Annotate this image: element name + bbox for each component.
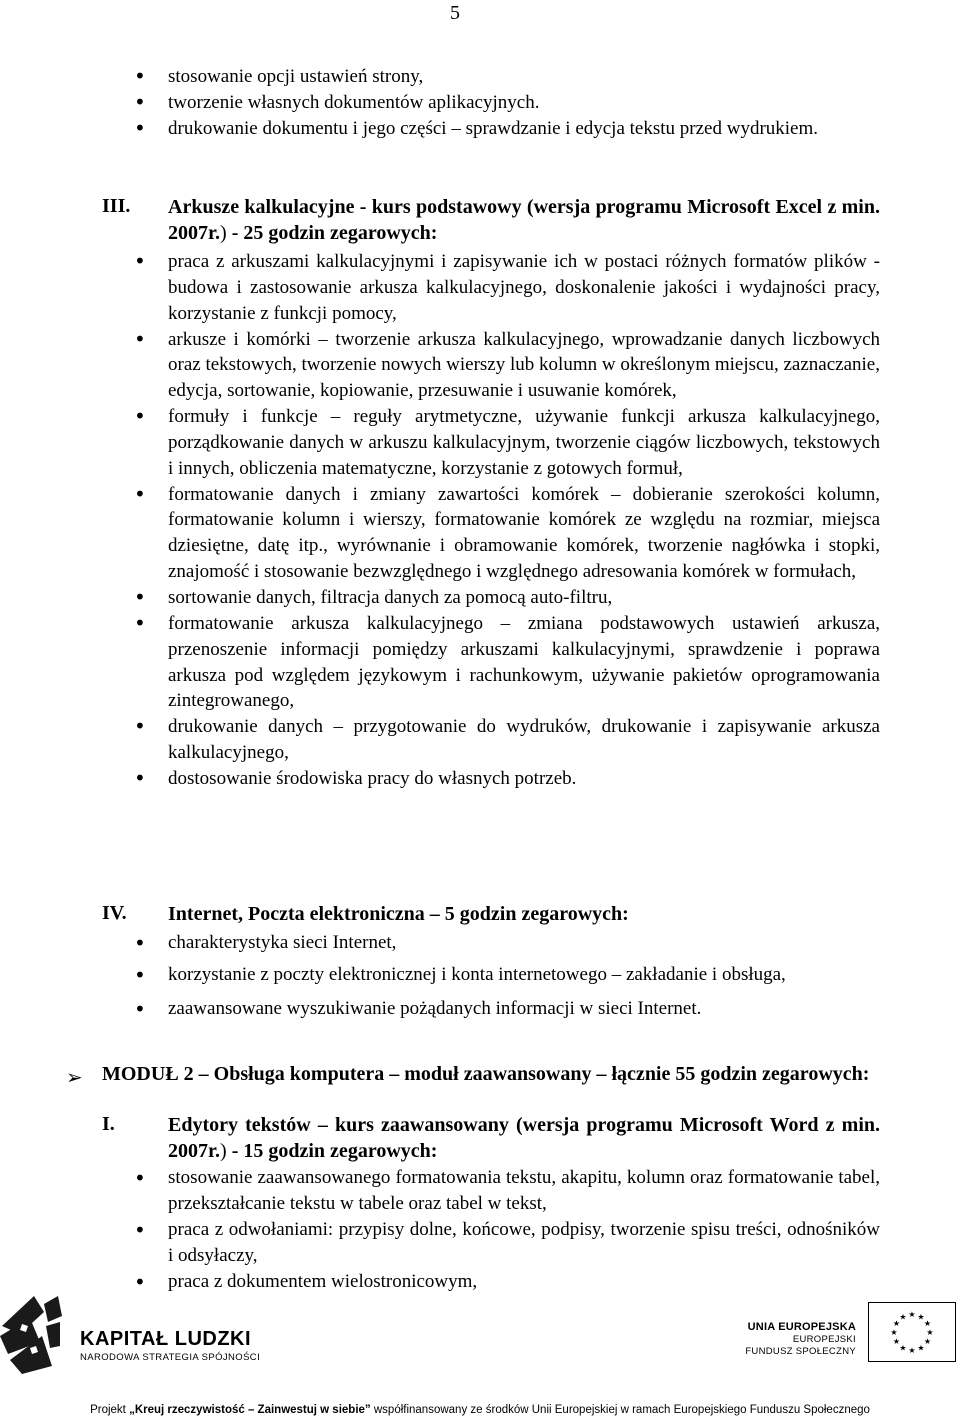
section-title: Internet, Poczta elektroniczna – 5 godzin zegarowych: [168, 903, 629, 925]
module-2-section-i-list [0, 1165, 960, 1295]
section-iv-heading [0, 902, 960, 928]
list-item: • sortowanie danych, filtracja danych za pomocą auto-filtru, [0, 585, 960, 611]
list-item: • praca z odwołaniami: przypisy dolne, końcowe, podpisy, tworzenie spisu treści, odnośników i odsyłaczy, [0, 1217, 960, 1269]
section-number: IV. [102, 902, 127, 924]
module-2-section-i-heading [0, 1113, 960, 1164]
section-ii-list [0, 64, 960, 141]
list-item: • praca z arkuszami kalkulacyjnymi i zapisywanie ich w postaci różnych formatów plików - budowa i zastosowanie arkusza kalkulacyjnego, doskonalenie jakości i wydajności pracy, korzystanie z funkcji pomocy, [0, 249, 960, 327]
svg-text:★: ★ [892, 1337, 901, 1346]
list-item: • charakterystyka sieci Internet, [0, 930, 960, 956]
project-suffix: współfinansowany ze środków Unii Europejskiej w ramach Europejskiego Funduszu Społecznego [370, 1404, 870, 1416]
svg-text:★: ★ [923, 1319, 932, 1328]
section-title [0, 1113, 960, 1164]
svg-text:★: ★ [899, 1343, 907, 1353]
list-item: • formuły i funkcje – reguły arytmetyczne, używanie funkcji arkusza kalkulacyjnego, porządkowanie danych w arkuszu kalkulacyjnym, tworzenie ciągów liczbowych, tekstowych i innych, obliczenia matematyczne, korzystanie z gotowych formuł, [0, 404, 960, 482]
svg-text:★: ★ [899, 1312, 907, 1322]
svg-text:★: ★ [923, 1337, 932, 1346]
list-item: • drukowanie danych – przygotowanie do wydruków, drukowanie i zapisywanie arkusza kalkulacyjnego, [0, 714, 960, 766]
kapital-ludzki-subtitle: NARODOWA STRATEGIA SPÓJNOŚCI [80, 1352, 261, 1363]
list-item: • stosowanie zaawansowanego formatowania tekstu, akapitu, kolumn oraz formatowanie tabel, przekształcanie tekstu w tabele oraz tabel w tekst, [0, 1165, 960, 1217]
eu-label-line3: FUNDUSZ SPOŁECZNY [745, 1346, 856, 1357]
page-number: 5 [450, 2, 460, 24]
kapital-ludzki-title: KAPITAŁ LUDZKI [80, 1328, 252, 1350]
section-title-text: Arkusze kalkulacyjne - kurs podstawowy (wersja programu Microsoft Excel z min. 2007r. [168, 196, 880, 244]
arrow-bullet-icon: ➢ [66, 1065, 83, 1089]
footer-logos [0, 1290, 960, 1400]
section-number: III. [102, 195, 131, 217]
section-title-tail: - 15 godzin zegarowych: [226, 1139, 438, 1162]
svg-text:★: ★ [892, 1319, 901, 1328]
section-number: I. [102, 1113, 115, 1135]
project-prefix: Projekt [90, 1404, 130, 1416]
eu-label-line2: EUROPEJSKI [792, 1334, 856, 1345]
list-item: • formatowanie arkusza kalkulacyjnego – zmiana podstawowych ustawień arkusza, przenoszenie informacji pomiędzy arkuszami kalkulacyjnymi, sprawdzenie i poprawa arkusza pod względem językowym i rachunkowym, używanie pakietów oprogramowania zintegrowanego, [0, 611, 960, 714]
svg-text:★: ★ [908, 1346, 916, 1355]
section-title-text: Edytory tekstów – kurs zaawansowany (wersja programu Microsoft Word z min. 2007r. [168, 1114, 880, 1162]
module-2-heading [0, 1062, 960, 1088]
eu-flag-icon [868, 1302, 956, 1362]
list-item: • praca z dokumentem wielostronicowym, [0, 1269, 960, 1295]
svg-text:★: ★ [908, 1310, 916, 1319]
list-item: • stosowanie opcji ustawień strony, [0, 64, 960, 90]
svg-text:★: ★ [926, 1328, 934, 1337]
module-title: MODUŁ 2 – Obsługa komputera – moduł zaawansowany – łącznie 55 godzin zegarowych: [102, 1063, 870, 1085]
project-footer [0, 1404, 960, 1416]
section-title-tail: - 25 godzin zegarowych: [226, 221, 438, 244]
section-title-paren: ) [220, 221, 227, 244]
section-title-paren: ) [220, 1139, 227, 1162]
section-iv-list [0, 930, 960, 1023]
section-iii-list [0, 249, 960, 792]
list-item: • dostosowanie środowiska pracy do własnych potrzeb. [0, 766, 960, 792]
section-iii-heading [0, 195, 960, 246]
svg-text:★: ★ [890, 1328, 898, 1337]
section-title [0, 195, 960, 246]
eu-label-line1: UNIA EUROPEJSKA [747, 1321, 856, 1333]
svg-text:★: ★ [917, 1312, 925, 1322]
list-item: • tworzenie własnych dokumentów aplikacyjnych. [0, 90, 960, 116]
list-item: • formatowanie danych i zmiany zawartości komórek – dobieranie szerokości kolumn, formatowanie kolumn i wierszy, formatowanie komórek ze względu na rozmiar, miejsca dziesiętne, datę itp., wyrównanie i obramowanie komórek, tworzenie nagłówka i stopki, znajomość i stosowanie bezwzględnego i względnego adresowania komórek w formułach, [0, 482, 960, 585]
kapital-ludzki-emblem-icon [0, 1296, 62, 1374]
list-item: • zaawansowane wyszukiwanie pożądanych informacji w sieci Internet. [0, 996, 960, 1022]
eu-fund-label [736, 1320, 856, 1358]
project-name: „Kreuj rzeczywistość – Zainwestuj w siebie” [129, 1404, 371, 1416]
list-item: • korzystanie z poczty elektronicznej i konta internetowego – zakładanie i obsługa, [0, 962, 960, 988]
list-item: • drukowanie dokumentu i jego części – sprawdzanie i edycja tekstu przed wydrukiem. [0, 116, 960, 142]
list-item: • arkusze i komórki – tworzenie arkusza kalkulacyjnego, wprowadzanie danych liczbowych oraz tekstowych, tworzenie nowych wierszy lub kolumn w określonym miejscu, zaznaczanie, edycja, sortowanie, kopiowanie, przesuwanie i usuwanie komórek, [0, 327, 960, 405]
svg-text:★: ★ [917, 1343, 925, 1353]
